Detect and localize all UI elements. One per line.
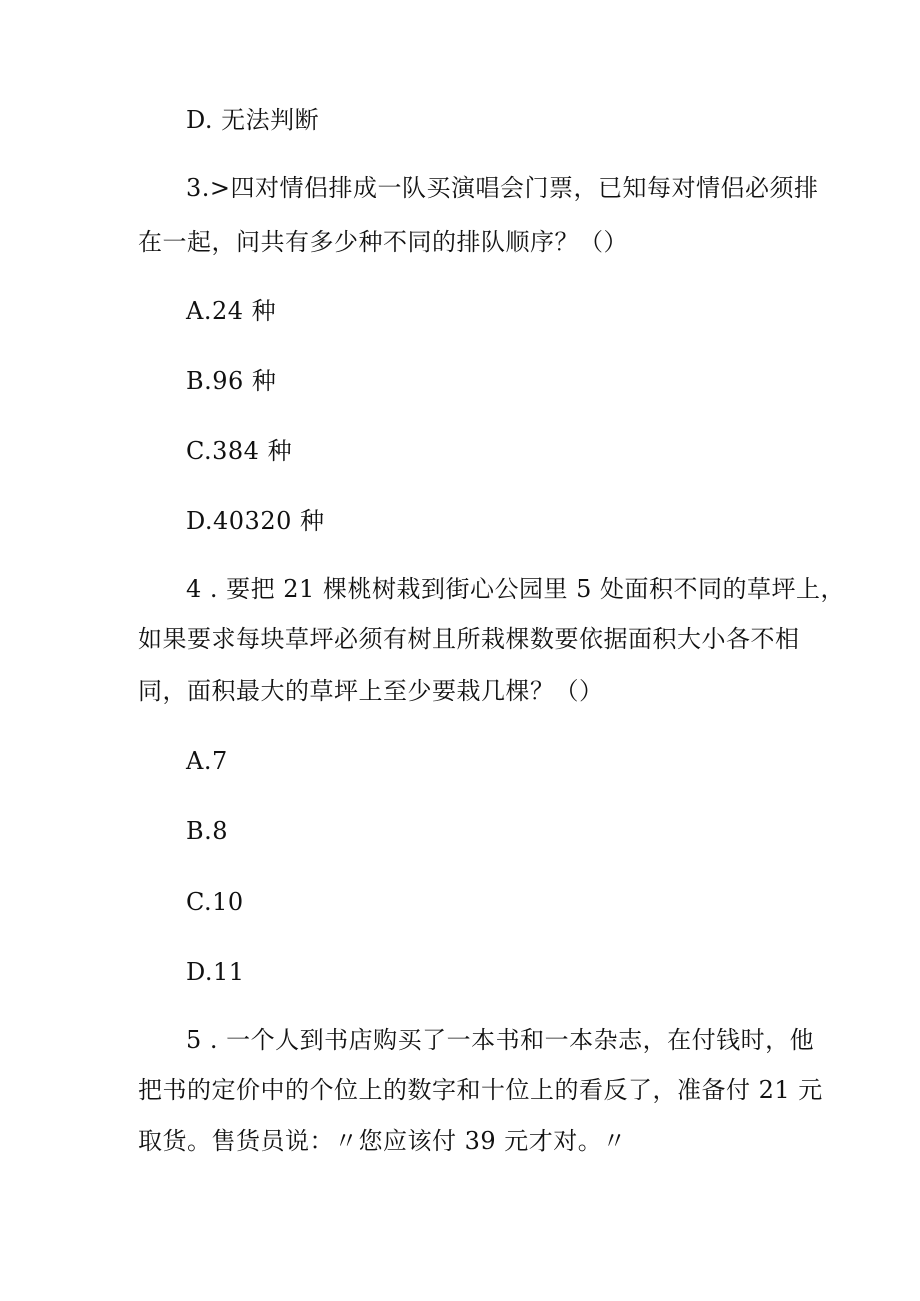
q4-option-b: B.8 <box>186 817 229 845</box>
q5-stem-line-3: 取货。售货员说：〃您应该付 39 元才对。〃 <box>138 1127 627 1155</box>
q3-option-c: C.384 种 <box>186 437 293 465</box>
q3-stem-line-2: 在一起，问共有多少种不同的排队顺序？（） <box>138 228 628 256</box>
q4-stem-line-2: 如果要求每块草坪必须有树且所栽棵数要依据面积大小各不相 <box>138 625 800 653</box>
q4-stem-line-3: 同，面积最大的草坪上至少要栽几棵？（） <box>138 677 604 705</box>
q4-option-c: C.10 <box>186 888 244 916</box>
q5-stem-line-2: 把书的定价中的个位上的数字和十位上的看反了，准备付 21 元 <box>138 1076 823 1104</box>
q2-option-d: D. 无法判断 <box>186 106 320 134</box>
q4-option-d: D.11 <box>186 958 245 986</box>
q3-stem-line-1: 3.>四对情侣排成一队买演唱会门票，已知每对情侣必须排 <box>186 174 819 202</box>
q5-stem-line-1: 5 . 一个人到书店购买了一本书和一本杂志，在付钱时，他 <box>186 1026 815 1054</box>
q4-stem-line-1: 4 . 要把 21 棵桃树栽到街心公园里 5 处面积不同的草坪上， <box>186 575 845 603</box>
q3-option-b: B.96 种 <box>186 367 277 395</box>
q4-option-a: A.7 <box>186 747 228 775</box>
q3-option-a: A.24 种 <box>186 297 277 325</box>
q3-option-d: D.40320 种 <box>186 507 325 535</box>
